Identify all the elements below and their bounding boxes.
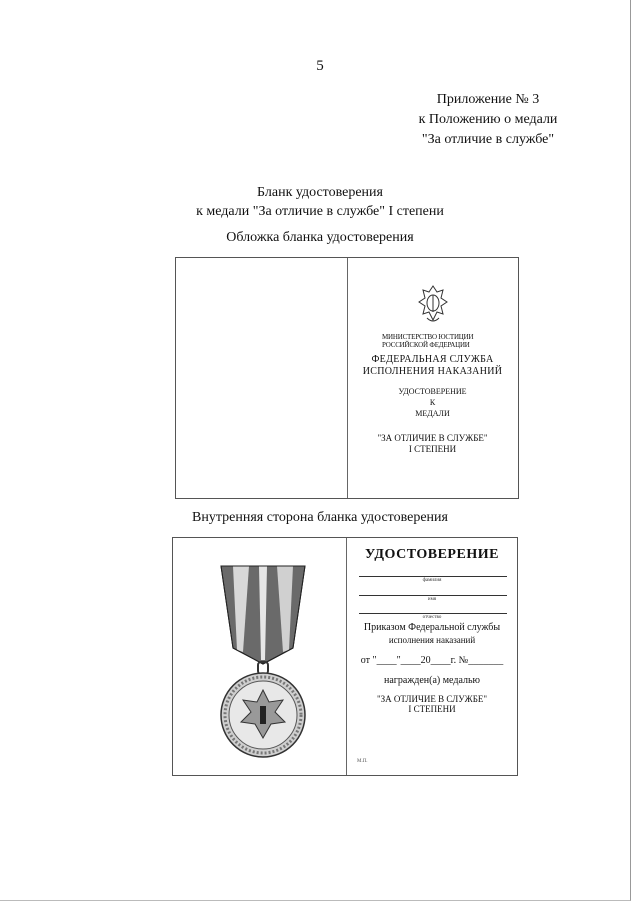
inner-caption: Внутренняя сторона бланка удостоверения [192,510,448,525]
page-number: 5 [316,58,324,74]
cover-certificate-heading [347,386,518,419]
cert-line-1: УДОСТОВЕРЕНИЕ [398,387,467,396]
stamp-place-note: М.П. [357,759,368,764]
fsin-emblem-icon [413,282,453,326]
cover-form [175,257,519,499]
surname-line [359,576,507,577]
document-title [150,183,490,221]
name-line [359,595,507,596]
cert-line-3: МЕДАЛИ [415,409,450,418]
ministry-line-1: МИНИСТЕРСТВО ЮСТИЦИИ [382,333,474,341]
appendix-line-3: "За отличие в службе" [421,132,555,147]
order-line-1: Приказом Федеральной службы [363,622,501,633]
inner-medal-name [347,694,517,714]
cover-medal-name [347,433,518,455]
name-label: имя [427,597,437,602]
appendix-note [398,90,578,150]
cover-medal-line-1: "ЗА ОТЛИЧИЕ В СЛУЖБЕ" [377,433,488,443]
cover-caption: Обложка бланка удостоверения [226,230,414,245]
appendix-line-1: Приложение № 3 [436,92,540,107]
cover-fold-line [347,258,348,498]
order-text [347,622,517,646]
cert-line-2: К [429,398,436,407]
inner-title: УДОСТОВЕРЕНИЕ [365,547,499,562]
patronymic-label: отчество [422,615,442,620]
appendix-line-2: к Положению о медали [418,112,558,127]
cover-service-name [347,354,518,378]
inner-medal-line-2: I СТЕПЕНИ [408,704,456,714]
order-date-line: от "____"____20____г. №_______ [360,655,504,666]
inner-medal-line-1: "ЗА ОТЛИЧИЕ В СЛУЖБЕ" [376,694,488,704]
awarded-text: награжден(а) медалью [384,675,480,686]
inner-form [172,537,518,776]
service-line-2: ИСПОЛНЕНИЯ НАКАЗАНИЙ [362,366,503,377]
order-line-2: исполнения наказаний [388,635,476,645]
patronymic-line [359,613,507,614]
title-line-1: Бланк удостоверения [257,185,383,200]
surname-label: фамилия [422,578,442,583]
medal-icon [213,560,313,760]
cover-ministry [382,333,492,349]
title-line-2: к медали "За отличие в службе" I степени [196,204,444,219]
service-line-1: ФЕДЕРАЛЬНАЯ СЛУЖБА [371,354,494,365]
ministry-line-2: РОССИЙСКОЙ ФЕДЕРАЦИИ [382,341,470,349]
cover-medal-line-2: I СТЕПЕНИ [408,444,457,454]
